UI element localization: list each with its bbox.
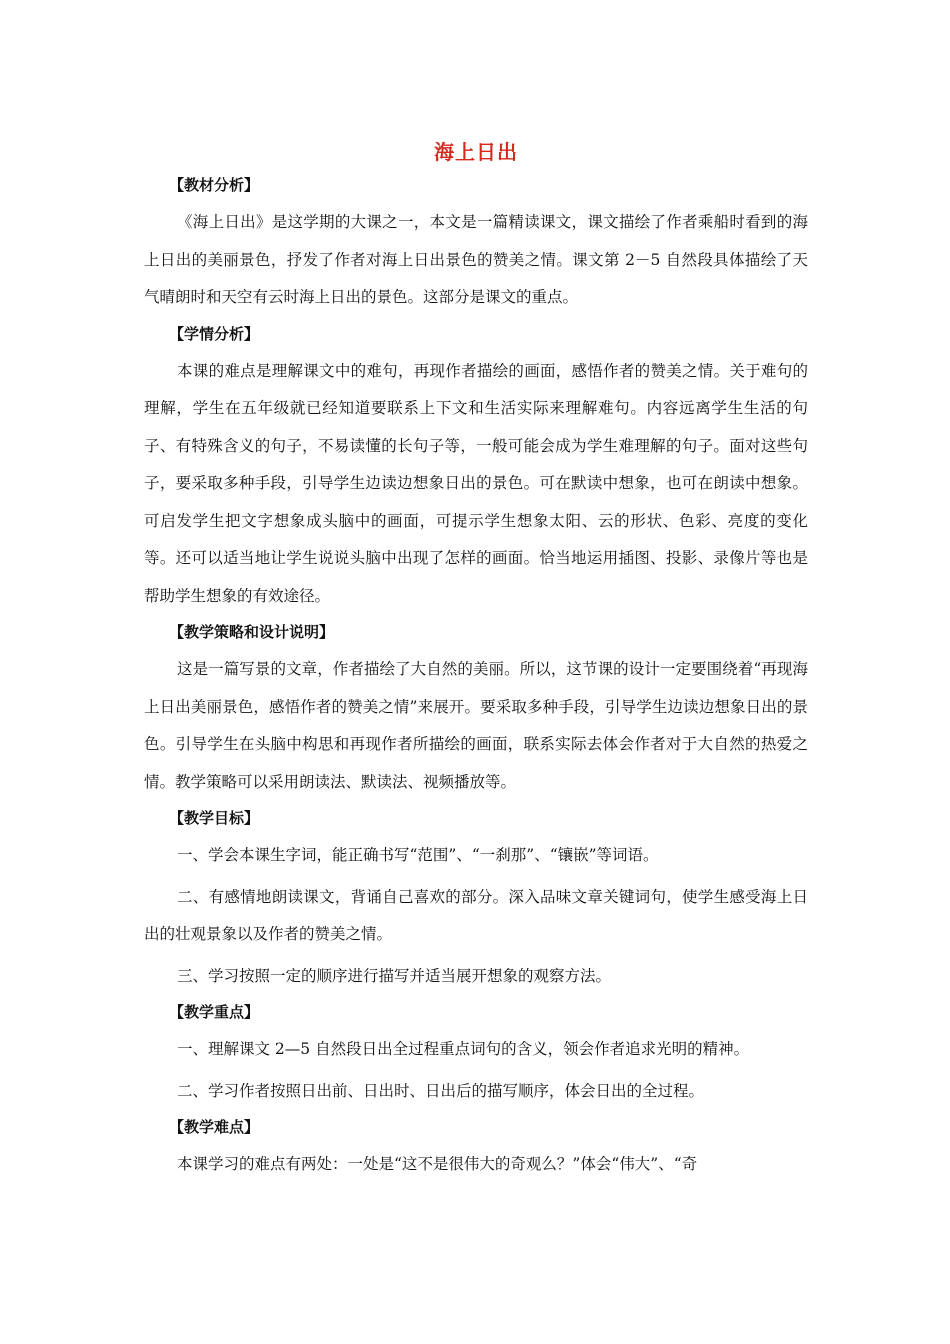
document-page [144, 136, 808, 1184]
section-teaching-focus [144, 1001, 808, 1110]
section-heading: 【教学策略和设计说明】 [169, 623, 335, 641]
section-heading: 【教学难点】 [169, 1118, 260, 1136]
section-teaching-strategy [144, 621, 808, 801]
section-textbook-analysis [144, 174, 808, 317]
section-heading: 【教学重点】 [169, 1003, 260, 1021]
document-title: 海上日出 [434, 140, 518, 164]
section-student-analysis [144, 323, 808, 616]
section-heading: 【教学目标】 [169, 809, 260, 827]
section-teaching-goals [144, 807, 808, 995]
section-heading: 【教材分析】 [169, 176, 260, 194]
paragraph: 本课学习的难点有两处：一处是“这不是很伟大的奇观么？”体会“伟大”、“奇 [177, 1155, 698, 1173]
paragraph: 这是一篇写景的文章，作者描绘了大自然的美丽。所以，这节课的设计一定要围绕着“再现海上日出美丽景色，感悟作者的赞美之情”来展开。要采取多种手段，引导学生边读边想象日出的景色。引导学生在头脑中构思和再现作者所描绘的画面，联系实际去体会作者对于大自然的热爱之情。教学策略可以采用朗读法、默读法、视频播放等。 [144, 660, 808, 791]
paragraph: 《海上日出》是这学期的大课之一，本文是一篇精读课文，课文描绘了作者乘船时看到的海上日出的美丽景色，抒发了作者对海上日出景色的赞美之情。课文第 2－5 自然段具体描绘了天气晴朗时和天空有云时海上日出的景色。这部分是课文的重点。 [144, 213, 808, 306]
section-heading: 【学情分析】 [169, 324, 260, 343]
paragraph: 一、学会本课生字词，能正确书写“范围”、“一刹那”、“镶嵌”等词语。 [177, 846, 659, 864]
paragraph: 二、学习作者按照日出前、日出时、日出后的描写顺序，体会日出的全过程。 [177, 1081, 705, 1100]
paragraph: 三、学习按照一定的顺序进行描写并适当展开想象的观察方法。 [177, 966, 612, 985]
paragraph: 二、有感情地朗读课文，背诵自己喜欢的部分。深入品味文章关键词句，使学生感受海上日出的壮观景象以及作者的赞美之情。 [144, 887, 808, 943]
paragraph: 本课的难点是理解课文中的难句，再现作者描绘的画面，感悟作者的赞美之情。关于难句的理解，学生在五年级就已经知道要联系上下文和生活实际来理解难句。内容远离学生生活的句子、有特殊含义的句子，不易读懂的长句子等，一般可能会成为学生难理解的句子。面对这些句子，要采取多种手段，引导学生边读边想象日出的景色。可在默读中想象，也可在朗读中想象。可启发学生把文字想象成头脑中的画面，可提示学生想象太阳、云的形状、色彩、亮度的变化等。还可以适当地让学生说说头脑中出现了怎样的画面。恰当地运用插图、投影、录像片等也是帮助学生想象的有效途径。 [144, 361, 808, 605]
section-teaching-difficulty [144, 1116, 808, 1184]
paragraph: 一、理解课文 2—5 自然段日出全过程重点词句的含义，领会作者追求光明的精神。 [177, 1040, 750, 1058]
